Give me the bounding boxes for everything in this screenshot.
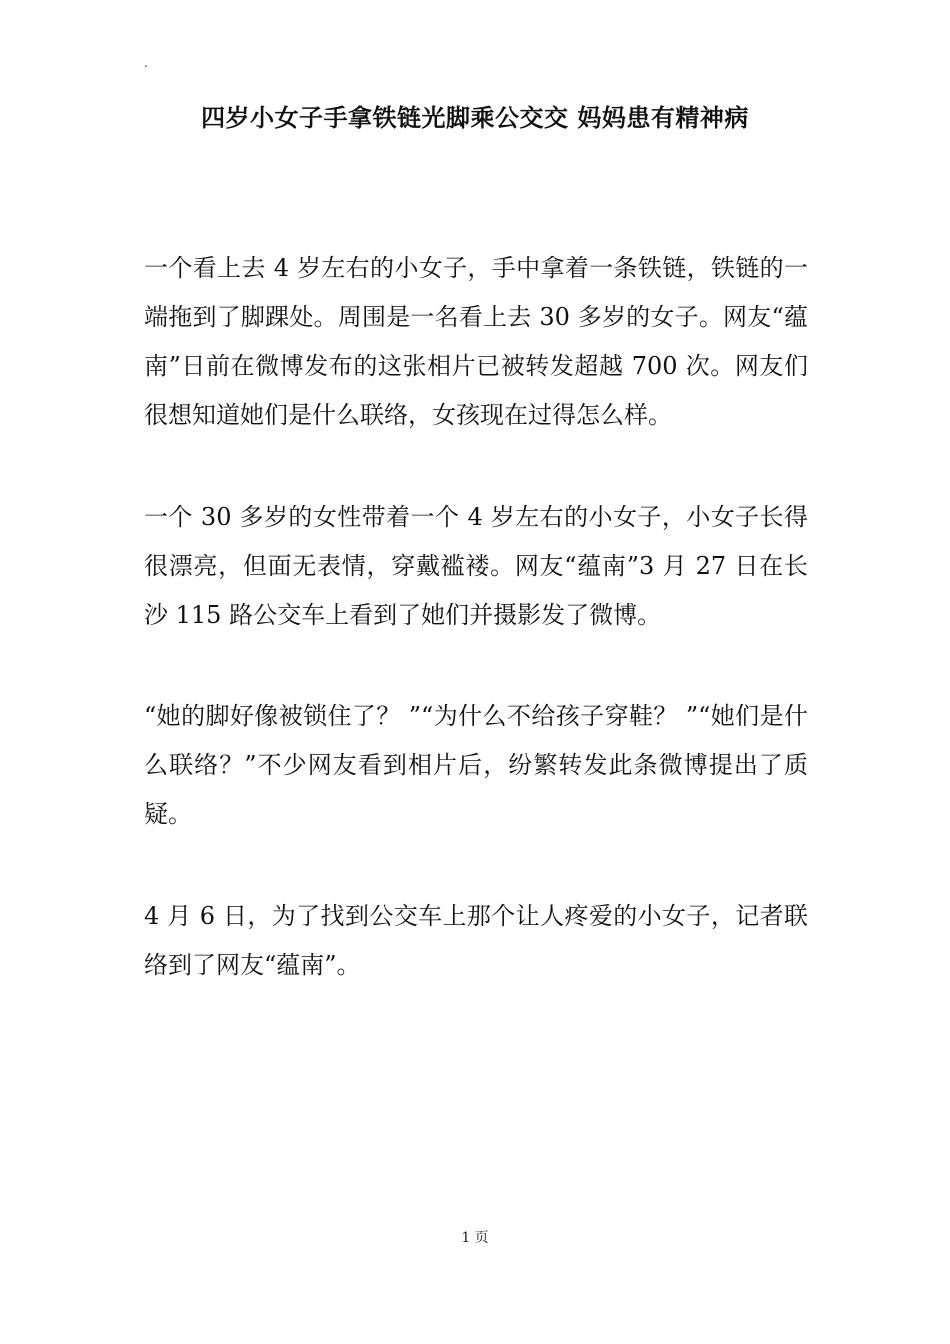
corner-mark: . <box>144 56 148 70</box>
document-title: 四岁小女子手拿铁链光脚乘公交交 妈妈患有精神病 <box>201 103 749 132</box>
paragraph-4: 4 月 6 日，为了找到公交车上那个让人疼爱的小女子，记者联络到了网友“蕴南”。 <box>144 902 808 979</box>
paragraph-3: “她的脚好像被锁住了？ ”“为什么不给孩子穿鞋？ ”“她们是什么联络？”不少网友看到相片后，纷繁转发此条微博提出了质疑。 <box>144 702 808 828</box>
paragraph-2: 一个 30 多岁的女性带着一个 4 岁左右的小女子，小女子长得很漂亮，但面无表情，穿戴褴褛。网友“蕴南”3 月 27 日在长沙 115 路公交车上看到了她们并摄影发了微博。 <box>144 503 808 629</box>
paragraph-1: 一个看上去 4 岁左右的小女子，手中拿着一条铁链，铁链的一端拖到了脚踝处。周围是一名看上去 30 多岁的女子。网友“蕴南”日前在微博发布的这张相片已被转发超越 700 次。网友们很想知道她们是什么联络，女孩现在过得怎么样。 <box>144 254 808 429</box>
page-number: 1 页 <box>461 1230 489 1246</box>
